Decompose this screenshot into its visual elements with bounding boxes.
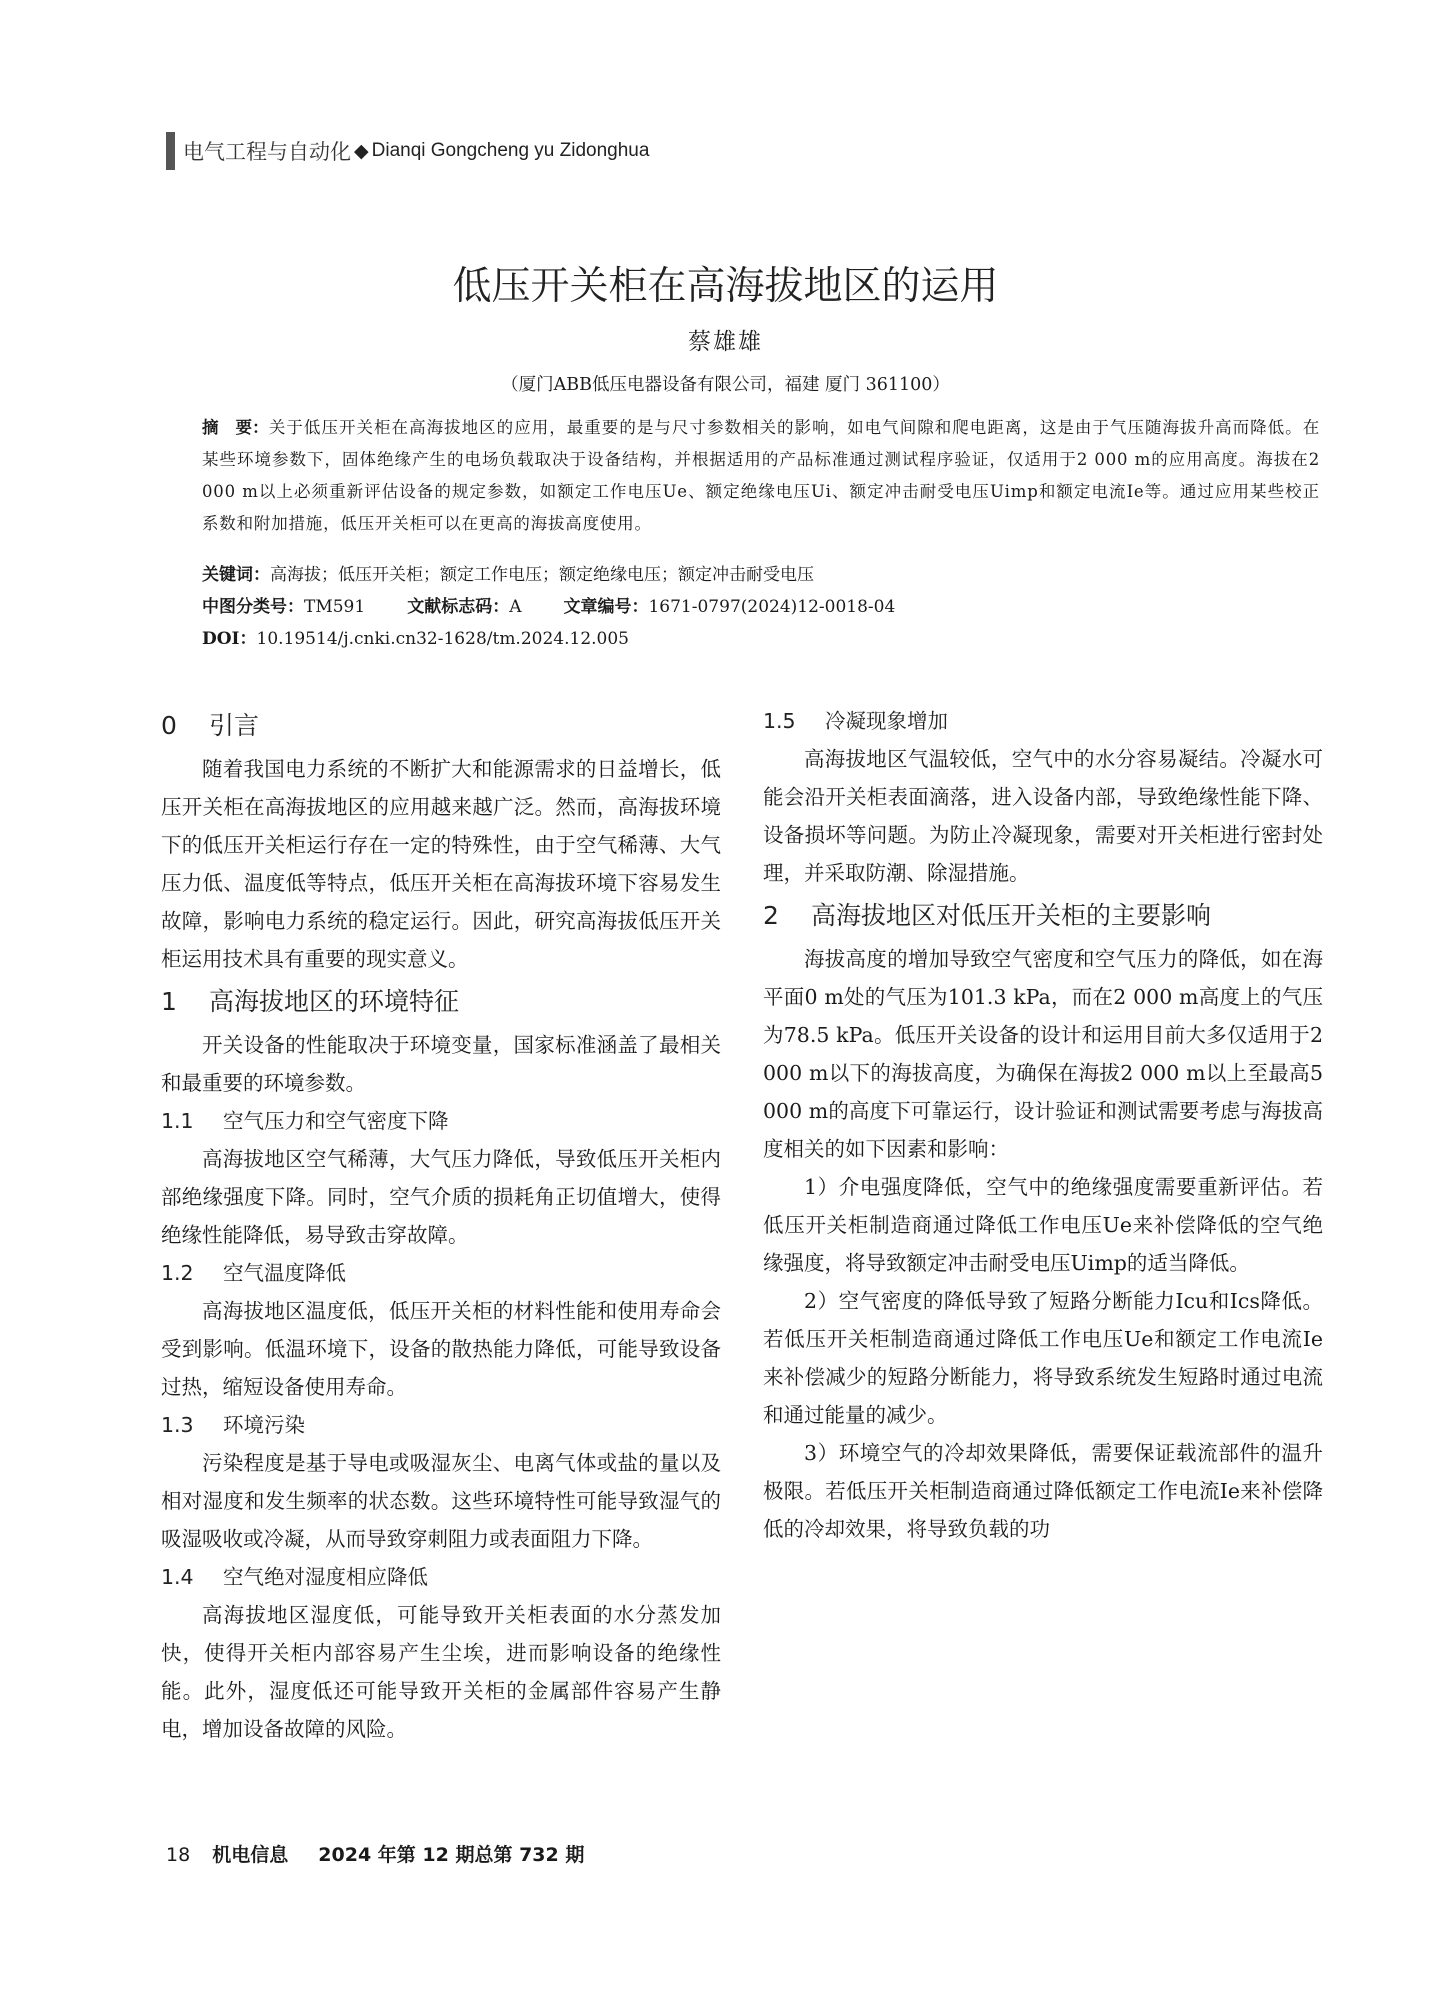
abstract-label: 摘 要： (202, 418, 269, 437)
article-no-label: 文章编号： (563, 597, 649, 617)
paragraph: 海拔高度的增加导致空气密度和空气压力的降低，如在海平面0 m处的气压为101.3 kPa，而在2 000 m高度上的气压为78.5 kPa。低压开关设备的设计和运用目前大多仅适用于2 000 m以下的海拔高度，为确保在海拔2 000 m以上至最高5 000 m的高度下可靠运行，设计验证和测试需要考虑与海拔高度相关的如下因素和影响： (763, 947, 1323, 1161)
list-item: 2）空气密度的降低导致了短路分断能力Icu和Ics降低。若低压开关柜制造商通过降低工作电压Ue和额定工作电流Ie来补偿减少的短路分断能力，将导致系统发生短路时通过电流和通过能量的减少。 (763, 1289, 1323, 1427)
keywords-label: 关键词： (202, 565, 270, 585)
affiliation: （厦门ABB低压电器设备有限公司，福建 厦门 361100） (501, 375, 950, 395)
section-1-heading: 1 高海拔地区的环境特征 (161, 987, 460, 1016)
doi-label: DOI： (202, 629, 257, 649)
section-1-4-heading: 1.4 空气绝对湿度相应降低 (161, 1565, 428, 1589)
clc-value: TM591 (304, 597, 366, 617)
section-1-2-heading: 1.2 空气温度降低 (161, 1261, 346, 1285)
keywords-text: 高海拔；低压开关柜；额定工作电压；额定绝缘电压；额定冲击耐受电压 (270, 565, 814, 585)
section-0-heading: 0 引言 (161, 711, 260, 740)
paragraph: 高海拔地区气温较低，空气中的水分容易凝结。冷凝水可能会沿开关柜表面滴落，进入设备内部，导致绝缘性能下降、设备损坏等问题。为防止冷凝现象，需要对开关柜进行密封处理，并采取防潮、除湿措施。 (763, 747, 1323, 885)
section-1-3-heading: 1.3 环境污染 (161, 1413, 305, 1437)
paragraph: 高海拔地区湿度低，可能导致开关柜表面的水分蒸发加快，使得开关柜内部容易产生尘埃，进而影响设备的绝缘性能。此外，湿度低还可能导致开关柜的金属部件容易产生静电，增加设备故障的风险。 (161, 1603, 721, 1741)
running-header (166, 132, 649, 170)
diamond-icon: ◆ (354, 140, 369, 162)
right-column (763, 702, 1323, 1548)
paragraph: 随着我国电力系统的不断扩大和能源需求的日益增长，低压开关柜在高海拔地区的应用越来越广泛。然而，高海拔环境下的低压开关柜运行存在一定的特殊性，由于空气稀薄、大气压力低、温度低等特点，低压开关柜在高海拔环境下容易发生故障，影响电力系统的稳定运行。因此，研究高海拔低压开关柜运用技术具有重要的现实意义。 (161, 757, 721, 971)
paper-title: 低压开关柜在高海拔地区的运用 (452, 264, 999, 309)
section-1-5-heading: 1.5 冷凝现象增加 (763, 709, 948, 733)
article-no-value: 1671-0797(2024)12-0018-04 (648, 597, 896, 617)
abstract-text: 关于低压开关柜在高海拔地区的应用，最重要的是与尺寸参数相关的影响，如电气间隙和爬电距离，这是由于气压随海拔升高而降低。在某些环境参数下，固体绝缘产生的电场负载取决于设备结构，并根据适用的产品标准通过测试程序验证，仅适用于2 000 m的应用高度。海拔在2 000 m以上必须重新评估设备的规定参数，如额定工作电压Ue、额定绝缘电压Ui、额定冲击耐受电压Uimp和额定电流Ie等。通过应用某些校正系数和附加措施，低压开关柜可以在更高的海拔高度使用。 (202, 418, 1321, 533)
doi-link[interactable]: 10.19514/j.cnki.cn32-1628/tm.2024.12.005 (256, 629, 629, 649)
page-number: 18 (166, 1844, 191, 1866)
keywords (202, 560, 814, 585)
paragraph: 高海拔地区温度低，低压开关柜的材料性能和使用寿命会受到影响。低温环境下，设备的散热能力降低，可能导致设备过热，缩短设备使用寿命。 (161, 1299, 721, 1399)
paragraph: 高海拔地区空气稀薄，大气压力降低，导致低压开关柜内部绝缘强度下降。同时，空气介质的损耗角正切值增大，使得绝缘性能降低，易导致击穿故障。 (161, 1147, 721, 1247)
left-column (161, 702, 721, 1748)
journal-name-cn: 电气工程与自动化 (183, 140, 351, 164)
doi (202, 624, 629, 649)
footer-journal: 机电信息 (212, 1844, 289, 1866)
author: 蔡雄雄 (688, 329, 763, 355)
section-1-1-heading: 1.1 空气压力和空气密度下降 (161, 1109, 449, 1133)
paragraph: 开关设备的性能取决于环境变量，国家标准涵盖了最相关和最重要的环境参数。 (161, 1033, 721, 1095)
paragraph: 污染程度是基于导电或吸湿灰尘、电离气体或盐的量以及相对湿度和发生频率的状态数。这些环境特性可能导致湿气的吸湿吸收或冷凝，从而导致穿刺阻力或表面阻力下降。 (161, 1451, 721, 1551)
list-item: 1）介电强度降低，空气中的绝缘强度需要重新评估。若低压开关柜制造商通过降低工作电压Ue来补偿降低的空气绝缘强度，将导致额定冲击耐受电压Uimp的适当降低。 (763, 1175, 1323, 1275)
section-2-heading: 2 高海拔地区对低压开关柜的主要影响 (763, 901, 1212, 930)
footer-issue: 2024 年第 12 期总第 732 期 (318, 1844, 585, 1866)
journal-name-pinyin: Dianqi Gongcheng yu Zidonghua (371, 140, 650, 161)
abstract (202, 412, 1320, 540)
doc-code-value: A (509, 597, 522, 617)
classification (202, 592, 895, 617)
doc-code-label: 文献标志码： (407, 597, 510, 617)
list-item: 3）环境空气的冷却效果降低，需要保证载流部件的温升极限。若低压开关柜制造商通过降低额定工作电流Ie来补偿降低的冷却效果，将导致负载的功 (763, 1441, 1323, 1541)
page-footer (166, 1840, 584, 1867)
clc-label: 中图分类号： (202, 597, 304, 617)
header-bar (166, 132, 175, 170)
